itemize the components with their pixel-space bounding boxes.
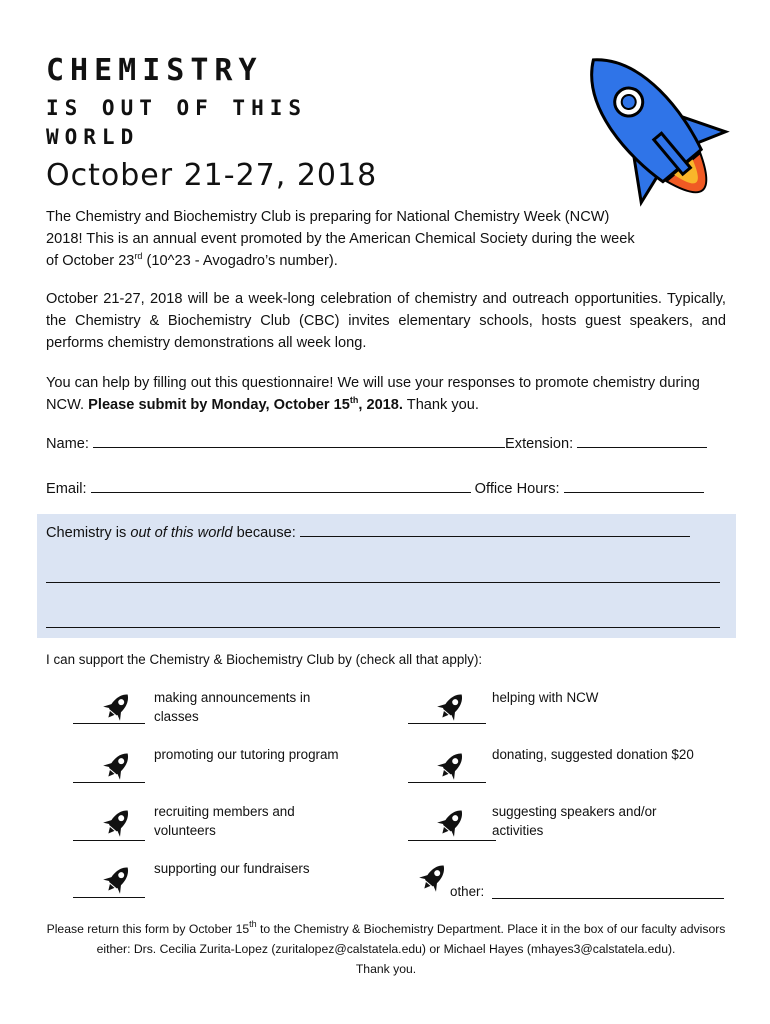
footer-thanks: Thank you. bbox=[355, 962, 417, 976]
option-label: other: bbox=[450, 884, 485, 899]
option-line[interactable] bbox=[73, 782, 145, 783]
rocket-checkbox-icon[interactable] bbox=[436, 806, 468, 838]
rocket-checkbox-icon[interactable] bbox=[102, 749, 134, 781]
because-suffix: because: bbox=[232, 525, 296, 541]
email-office-row bbox=[46, 480, 704, 497]
rocket-checkbox-icon[interactable] bbox=[436, 690, 468, 722]
support-label: I can support the Chemistry & Biochemistry Club by (check all that apply): bbox=[46, 652, 483, 667]
intro-paragraph-3: You can help by filling out this questionnaire! We will use your responses to promote chemistry during NCW. Please submit by Monday, October 15th, 2018. Thank you. bbox=[46, 375, 700, 413]
because-field[interactable] bbox=[300, 524, 690, 537]
name-field[interactable] bbox=[93, 435, 505, 448]
because-line-2[interactable] bbox=[46, 582, 720, 583]
because-prefix: Chemistry is bbox=[46, 525, 131, 541]
title-line-3: WORLD bbox=[46, 125, 140, 149]
option-label: suggesting speakers and/or activities bbox=[492, 804, 657, 838]
option-label: making announcements in classes bbox=[154, 690, 311, 724]
because-italic: out of this world bbox=[130, 525, 233, 541]
name-extension-row bbox=[46, 435, 707, 452]
because-row bbox=[46, 524, 690, 541]
rocket-checkbox-icon[interactable] bbox=[436, 749, 468, 781]
office-hours-field[interactable] bbox=[564, 480, 704, 493]
option-line[interactable] bbox=[408, 782, 486, 783]
intro-paragraph-1: The Chemistry and Biochemistry Club is preparing for National Chemistry Week (NCW) 2018! This is an annual event promoted by the American Chemical Society during the week of October 23rd (10^23 - Avogadro’s number). bbox=[46, 209, 635, 269]
title-line-2: IS OUT OF THIS bbox=[46, 96, 308, 120]
intro-paragraph-2: October 21-27, 2018 will be a week-long celebration of chemistry and outreach opportunities. Typically, the Chemistry & Biochemistry Club (CBC) invites elementary schools, hosts guest speakers, and performs chemistry demonstrations all week long. bbox=[46, 291, 726, 351]
option-line[interactable] bbox=[73, 840, 145, 841]
option-line[interactable] bbox=[73, 723, 145, 724]
rocket-checkbox-icon[interactable] bbox=[102, 690, 134, 722]
option-label: supporting our fundraisers bbox=[154, 861, 310, 876]
extension-field[interactable] bbox=[577, 435, 707, 448]
email-field[interactable] bbox=[91, 480, 471, 493]
email-label: Email: bbox=[46, 481, 87, 497]
option-label: donating, suggested donation $20 bbox=[492, 747, 694, 762]
event-dates: October 21-27, 2018 bbox=[46, 158, 378, 193]
option-label: helping with NCW bbox=[492, 690, 599, 705]
because-line-3[interactable] bbox=[46, 627, 720, 628]
footer-instructions: Please return this form by October 15th to the Chemistry & Biochemistry Department. Place it in the box of our faculty advisors either: Drs. Cecilia Zurita-Lopez (zuritalopez@calstatela.edu) or Michael Hayes (mhayes3@calstatela.edu). Thank you. bbox=[46, 919, 726, 976]
name-label: Name: bbox=[46, 436, 89, 452]
rocket-checkbox-icon[interactable] bbox=[102, 863, 134, 895]
title-line-1: CHEMISTRY bbox=[46, 53, 263, 88]
rocket-illustration-icon bbox=[548, 40, 748, 210]
option-line[interactable] bbox=[408, 840, 496, 841]
option-line[interactable] bbox=[408, 723, 486, 724]
office-hours-label: Office Hours: bbox=[474, 481, 560, 497]
option-line[interactable] bbox=[73, 897, 145, 898]
rocket-checkbox-icon[interactable] bbox=[102, 806, 134, 838]
option-label: recruiting members and volunteers bbox=[154, 804, 295, 838]
rocket-checkbox-icon[interactable] bbox=[418, 861, 450, 893]
extension-label: Extension: bbox=[505, 436, 574, 452]
other-field[interactable] bbox=[492, 898, 724, 899]
option-label: promoting our tutoring program bbox=[154, 747, 339, 762]
